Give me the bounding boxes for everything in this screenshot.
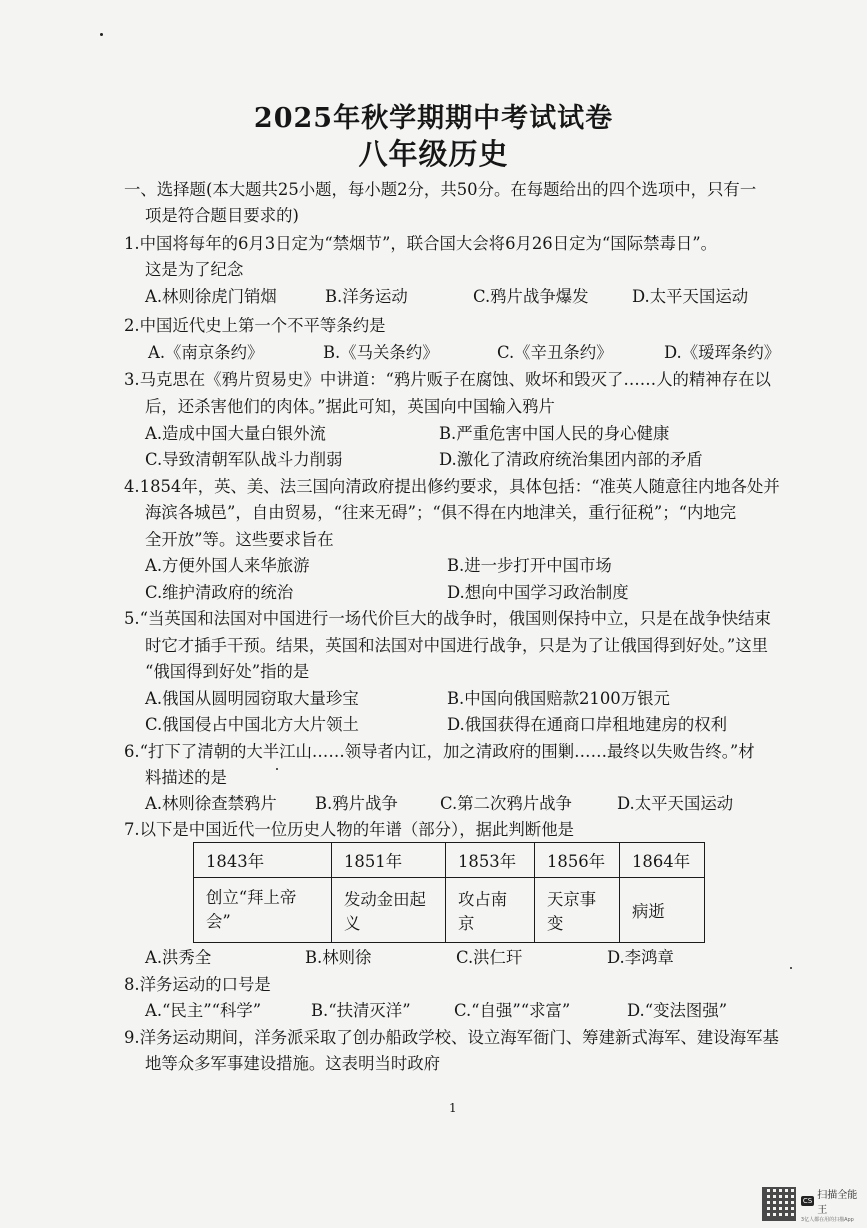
scanner-watermark [760, 1180, 867, 1228]
option-c: C.维护清政府的统治 [145, 583, 294, 602]
option-c: C.《辛丑条约》 [497, 343, 613, 362]
option-b: B.洋务运动 [325, 287, 408, 306]
page-number: 1 [449, 1101, 457, 1115]
timeline-years-row [194, 843, 705, 878]
option-d: D.“变法图强” [627, 1001, 728, 1020]
option-d: D.太平天国运动 [632, 287, 749, 306]
option-a: A.“民主”“科学” [145, 1001, 262, 1020]
section-heading-line1: 一、选择题(本大题共25小题，每小题2分，共50分。在每题给出的四个选项中，只有一 [124, 180, 757, 199]
scan-speck [276, 768, 278, 770]
section-heading-line2: 项是符合题目要求的) [145, 206, 299, 225]
option-b: B.《马关条约》 [323, 343, 439, 362]
question-1-text-cont: 这是为了纪念 [145, 260, 244, 279]
question-3-text-cont: 后，还杀害他们的肉体。”据此可知，英国向中国输入鸦片 [145, 397, 555, 416]
timeline-table [193, 842, 705, 943]
option-c: C.“自强”“求富” [454, 1001, 571, 1020]
scanner-sub: 3亿人都在用的扫描App [800, 1216, 854, 1223]
option-c: C.导致清朝军队战斗力削弱 [145, 450, 343, 469]
option-d: D.太平天国运动 [617, 794, 734, 813]
option-a: A.《南京条约》 [148, 343, 264, 362]
option-a: A.林则徐查禁鸦片 [145, 794, 277, 813]
option-d: D.想向中国学习政治制度 [447, 583, 629, 602]
question-5-text: 5.“当英国和法国对中国进行一场代价巨大的战争时，俄国则保持中立，只是在战争快结束 [124, 609, 771, 628]
question-5-text-cont2: “俄国得到好处”指的是 [145, 662, 310, 681]
question-7-text: 7.以下是中国近代一位历史人物的年谱（部分），据此判断他是 [124, 820, 574, 839]
scan-speck [100, 33, 103, 36]
option-d: D.《瑷珲条约》 [664, 343, 781, 362]
question-4-text: 4.1854年，英、美、法三国向清政府提出修约要求，具体包括：“准英人随意往内地各处并 [124, 477, 780, 496]
option-c: C.第二次鸦片战争 [440, 794, 572, 813]
question-8-text: 8.洋务运动的口号是 [124, 975, 271, 994]
option-b: B.“扶清灭洋” [311, 1001, 411, 1020]
option-a: A.俄国从圆明园窃取大量珍宝 [145, 689, 359, 708]
event-cell: 发动金田起义 [332, 878, 446, 943]
event-cell: 病逝 [620, 878, 705, 943]
scanner-badge [801, 1186, 867, 1223]
option-d: D.激化了清政府统治集团内部的矛盾 [439, 450, 703, 469]
question-5-text-cont1: 时它才插手干预。结果，英国和法国对中国进行战争，只是为了让俄国得到好处。”这里 [145, 636, 769, 655]
option-a: A.林则徐虎门销烟 [145, 287, 277, 306]
scanner-brand: 扫描全能王 [817, 1189, 858, 1216]
exam-subtitle: 八年级历史 [358, 137, 509, 171]
scan-speck [790, 967, 792, 969]
option-c: C.鸦片战争爆发 [473, 287, 589, 306]
year-cell: 1851年 [332, 843, 446, 878]
question-6-text: 6.“打下了清朝的大半江山……领导者内讧，加之清政府的围剿……最终以失败告终。”材 [124, 742, 755, 761]
cs-logo-icon: CS [802, 1196, 813, 1205]
option-b: B.中国向俄国赔款2100万银元 [447, 689, 670, 708]
question-4-text-cont2: 全开放”等。这些要求旨在 [145, 530, 334, 549]
question-1-text: 1.中国将每年的6月3日定为“禁烟节”，联合国大会将6月26日定为“国际禁毒日”。 [124, 234, 718, 253]
question-9-text-cont: 地等众多军事建设措施。这表明当时政府 [145, 1054, 441, 1073]
event-cell: 天京事变 [535, 878, 620, 943]
timeline-events-row [194, 878, 705, 943]
option-a: A.方便外国人来华旅游 [145, 556, 310, 575]
option-d: D.俄国获得在通商口岸租地建房的权利 [447, 715, 728, 734]
event-cell: 攻占南京 [446, 878, 535, 943]
option-c: C.洪仁玕 [456, 948, 523, 967]
year-cell: 1864年 [620, 843, 705, 878]
option-a: A.造成中国大量白银外流 [145, 424, 326, 443]
exam-title: 2025年秋学期期中考试试卷 [253, 103, 614, 134]
year-cell: 1856年 [535, 843, 620, 878]
option-b: B.鸦片战争 [315, 794, 398, 813]
option-b: B.林则徐 [305, 948, 372, 967]
option-a: A.洪秀全 [145, 948, 212, 967]
question-9-text: 9.洋务运动期间，洋务派采取了创办船政学校、设立海军衙门、筹建新式海军、建设海军基 [124, 1028, 779, 1047]
question-2-text: 2.中国近代史上第一个不平等条约是 [124, 316, 386, 335]
option-c: C.俄国侵占中国北方大片领土 [145, 715, 359, 734]
event-cell: 创立“拜上帝会” [194, 878, 332, 943]
year-cell: 1853年 [446, 843, 535, 878]
qr-code-icon [762, 1187, 796, 1221]
question-3-text: 3.马克思在《鸦片贸易史》中讲道：“鸦片贩子在腐蚀、败坏和毁灭了……人的精神存在以 [124, 370, 771, 389]
option-b: B.进一步打开中国市场 [447, 556, 612, 575]
option-b: B.严重危害中国人民的身心健康 [439, 424, 670, 443]
question-4-text-cont1: 海滨各城邑”，自由贸易，“往来无碍”；“俱不得在内地津关，重行征税”；“内地完 [145, 503, 737, 522]
option-d: D.李鸿章 [607, 948, 674, 967]
year-cell: 1843年 [194, 843, 332, 878]
question-6-text-cont: 料描述的是 [145, 768, 227, 787]
